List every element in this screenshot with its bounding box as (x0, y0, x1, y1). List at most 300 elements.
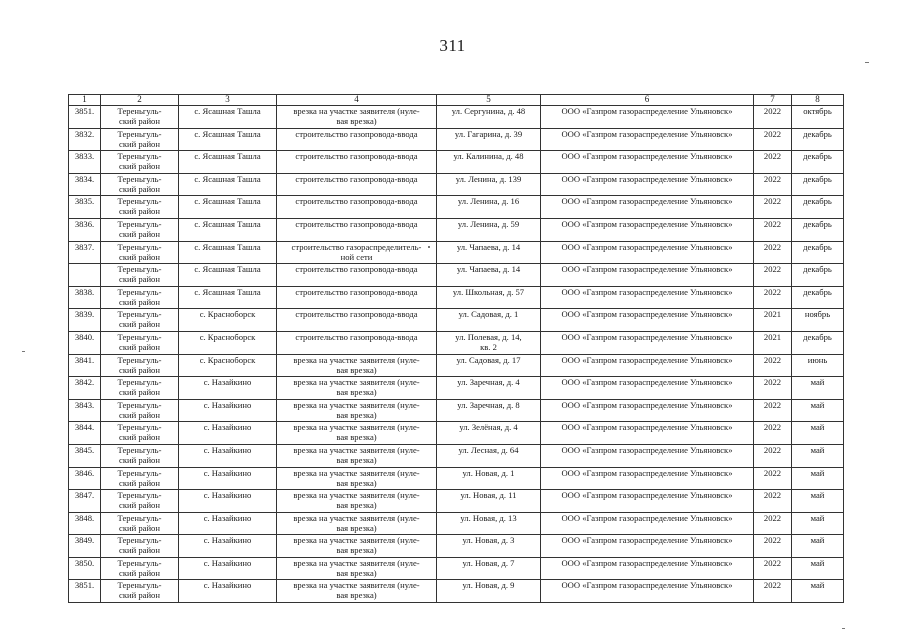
settlement-cell: с. Назайкино (179, 377, 277, 400)
district-cell (101, 354, 179, 377)
district-cell (101, 512, 179, 535)
district-line: Тереньгуль- (117, 264, 162, 275)
work-type-line: врезка на участке заявителя (нуле- (293, 535, 420, 546)
row-number-cell: 3850. (69, 557, 101, 580)
work-type-line: вая врезка) (336, 364, 377, 375)
settlement-cell: с. Назайкино (179, 467, 277, 490)
year-cell: 2022 (754, 286, 792, 309)
year-cell: 2021 (754, 309, 792, 332)
address-line: ул. Чапаева, д. 14 (456, 264, 521, 275)
district-cell (101, 106, 179, 129)
settlement-cell: с. Назайкино (179, 399, 277, 422)
table-body (69, 106, 844, 603)
settlement-cell: с. Красноборск (179, 309, 277, 332)
address-line: ул. Новая, д. 11 (460, 490, 517, 501)
address-line: ул. Гагарина, д. 39 (454, 128, 523, 139)
district-line: ский район (119, 409, 160, 420)
work-type-line: врезка на участке заявителя (нуле- (293, 557, 420, 568)
year-cell: 2022 (754, 535, 792, 558)
organization-cell: ООО «Газпром газораспределение Ульяновск» (541, 196, 754, 219)
district-cell (101, 331, 179, 354)
district-line: ский район (119, 364, 160, 375)
row-number-cell: 3846. (69, 467, 101, 490)
work-type-cell (277, 106, 437, 129)
district-line: Тереньгуль- (117, 331, 162, 342)
table-row (69, 490, 844, 513)
column-numbers-row (69, 95, 844, 106)
district-line: ский район (119, 341, 160, 352)
year-cell: 2022 (754, 444, 792, 467)
year-cell: 2022 (754, 557, 792, 580)
work-type-line: врезка на участке заявителя (нуле- (293, 467, 420, 478)
organization-cell: ООО «Газпром газораспределение Ульяновск» (541, 286, 754, 309)
work-type-line: вая врезка) (336, 477, 377, 488)
settlement-cell: с. Назайкино (179, 422, 277, 445)
address-cell (437, 151, 541, 174)
column-number-header: 7 (754, 95, 792, 106)
district-cell (101, 264, 179, 287)
work-type-line: строительство газопровода-ввода (295, 151, 418, 162)
work-type-line: врезка на участке заявителя (нуле- (293, 106, 420, 116)
row-number-cell: 3849. (69, 535, 101, 558)
table-row (69, 151, 844, 174)
district-line: Тереньгуль- (117, 173, 162, 184)
address-cell (437, 512, 541, 535)
row-number-cell: 3833. (69, 151, 101, 174)
district-cell (101, 128, 179, 151)
scan-speck (22, 351, 25, 352)
organization-cell: ООО «Газпром газораспределение Ульяновск» (541, 128, 754, 151)
table-row (69, 399, 844, 422)
organization-cell: ООО «Газпром газораспределение Ульяновск» (541, 354, 754, 377)
row-number-cell: 3843. (69, 399, 101, 422)
row-number-cell: 3844. (69, 422, 101, 445)
settlement-cell: с. Ясашная Ташла (179, 128, 277, 151)
address-cell (437, 309, 541, 332)
address-cell (437, 106, 541, 129)
work-type-line: вая врезка) (336, 409, 377, 420)
column-number-header: 2 (101, 95, 179, 106)
district-line: Тереньгуль- (117, 218, 162, 229)
month-cell: октябрь (792, 106, 844, 129)
district-line: Тереньгуль- (117, 106, 162, 116)
district-line: ский район (119, 251, 160, 262)
month-cell: декабрь (792, 151, 844, 174)
address-line: ул. Заречная, д. 8 (457, 399, 520, 410)
address-line: ул. Новая, д. 13 (460, 512, 517, 523)
work-type-cell (277, 331, 437, 354)
address-line: ул. Ленина, д. 139 (455, 173, 522, 184)
year-cell: 2022 (754, 467, 792, 490)
district-line: ский район (119, 454, 160, 465)
address-line: ул. Зелёная, д. 4 (459, 422, 518, 433)
row-number-cell: 3834. (69, 173, 101, 196)
month-cell: май (792, 422, 844, 445)
month-cell: декабрь (792, 241, 844, 264)
row-number-cell: 3840. (69, 331, 101, 354)
settlement-cell: с. Назайкино (179, 444, 277, 467)
month-cell: декабрь (792, 128, 844, 151)
table-row (69, 264, 844, 287)
work-type-cell (277, 173, 437, 196)
year-cell: 2022 (754, 241, 792, 264)
address-cell (437, 196, 541, 219)
work-type-cell (277, 422, 437, 445)
district-line: Тереньгуль- (117, 354, 162, 365)
settlement-cell: с. Ясашная Ташла (179, 151, 277, 174)
district-cell (101, 151, 179, 174)
settlement-cell: с. Назайкино (179, 557, 277, 580)
month-cell: май (792, 467, 844, 490)
month-cell: май (792, 557, 844, 580)
work-type-cell (277, 354, 437, 377)
month-cell: декабрь (792, 331, 844, 354)
work-type-cell (277, 128, 437, 151)
month-cell: декабрь (792, 218, 844, 241)
address-line: ул. Заречная, д. 4 (457, 377, 520, 388)
address-line: ул. Новая, д. 1 (462, 467, 515, 478)
organization-cell: ООО «Газпром газораспределение Ульяновск» (541, 106, 754, 129)
work-type-cell (277, 151, 437, 174)
column-number-header: 3 (179, 95, 277, 106)
district-cell (101, 557, 179, 580)
organization-cell: ООО «Газпром газораспределение Ульяновск» (541, 218, 754, 241)
work-type-cell (277, 467, 437, 490)
address-line: ул. Новая, д. 3 (462, 535, 515, 546)
work-type-line: строительство газопровода-ввода (295, 173, 418, 184)
work-type-line: вая врезка) (336, 545, 377, 556)
district-line: Тереньгуль- (117, 467, 162, 478)
district-line: Тереньгуль- (117, 377, 162, 388)
organization-cell: ООО «Газпром газораспределение Ульяновск» (541, 377, 754, 400)
address-cell (437, 128, 541, 151)
work-type-line: вая врезка) (336, 387, 377, 398)
month-cell: май (792, 580, 844, 603)
year-cell: 2022 (754, 580, 792, 603)
month-cell: май (792, 512, 844, 535)
work-type-line: врезка на участке заявителя (нуле- (293, 444, 420, 455)
row-number-cell: 3837. (69, 241, 101, 264)
column-number-header: 4 (277, 95, 437, 106)
address-line: ул. Новая, д. 7 (462, 557, 515, 568)
district-cell (101, 422, 179, 445)
work-type-cell (277, 580, 437, 603)
settlement-cell: с. Ясашная Ташла (179, 218, 277, 241)
table-row (69, 241, 844, 264)
organization-cell: ООО «Газпром газораспределение Ульяновск» (541, 331, 754, 354)
address-cell (437, 580, 541, 603)
month-cell: май (792, 377, 844, 400)
district-line: Тереньгуль- (117, 399, 162, 410)
year-cell: 2022 (754, 151, 792, 174)
work-type-line: строительство газопровода-ввода (295, 128, 418, 139)
settlement-cell: с. Красноборск (179, 331, 277, 354)
work-type-line: строительство газопровода-ввода (295, 218, 418, 229)
district-cell (101, 218, 179, 241)
district-line: Тереньгуль- (117, 444, 162, 455)
work-type-line: строительство газопровода-ввода (295, 286, 418, 297)
district-cell (101, 309, 179, 332)
year-cell: 2022 (754, 377, 792, 400)
address-cell (437, 354, 541, 377)
table-row (69, 467, 844, 490)
organization-cell: ООО «Газпром газораспределение Ульяновск» (541, 535, 754, 558)
address-line: кв. 2 (480, 341, 497, 352)
column-number-header: 8 (792, 95, 844, 106)
table-row (69, 128, 844, 151)
work-type-cell (277, 490, 437, 513)
table-row (69, 354, 844, 377)
column-number-header: 6 (541, 95, 754, 106)
district-cell (101, 286, 179, 309)
address-cell (437, 467, 541, 490)
address-cell (437, 173, 541, 196)
year-cell: 2022 (754, 173, 792, 196)
district-cell (101, 444, 179, 467)
month-cell: май (792, 399, 844, 422)
table-row (69, 286, 844, 309)
row-number-cell: 3838. (69, 286, 101, 309)
address-cell (437, 490, 541, 513)
work-type-line: строительство газопровода-ввода (295, 331, 418, 342)
district-line: Тереньгуль- (117, 490, 162, 501)
address-cell (437, 218, 541, 241)
district-line: ский район (119, 567, 160, 578)
settlement-cell: с. Ясашная Ташла (179, 106, 277, 129)
month-cell: июнь (792, 354, 844, 377)
district-line: Тереньгуль- (117, 512, 162, 523)
work-type-line: строительство газораспределитель- (291, 241, 422, 252)
month-cell: декабрь (792, 173, 844, 196)
district-cell (101, 241, 179, 264)
table-row (69, 422, 844, 445)
address-cell (437, 241, 541, 264)
organization-cell: ООО «Газпром газораспределение Ульяновск» (541, 173, 754, 196)
row-number-cell: 3842. (69, 377, 101, 400)
organization-cell: ООО «Газпром газораспределение Ульяновск» (541, 422, 754, 445)
organization-cell: ООО «Газпром газораспределение Ульяновск» (541, 512, 754, 535)
month-cell: май (792, 444, 844, 467)
district-line: Тереньгуль- (117, 557, 162, 568)
address-line: ул. Новая, д. 9 (462, 580, 515, 591)
work-type-cell (277, 286, 437, 309)
row-number-cell: 3841. (69, 354, 101, 377)
work-type-line: врезка на участке заявителя (нуле- (293, 399, 420, 410)
organization-cell: ООО «Газпром газораспределение Ульяновск» (541, 490, 754, 513)
district-line: ский район (119, 161, 160, 172)
address-line: ул. Школьная, д. 57 (452, 286, 525, 297)
district-line: ский район (119, 228, 160, 239)
district-line: Тереньгуль- (117, 196, 162, 207)
month-cell: май (792, 535, 844, 558)
scan-speck (428, 246, 430, 248)
row-number-cell: 3848. (69, 512, 101, 535)
year-cell: 2022 (754, 218, 792, 241)
district-line: Тереньгуль- (117, 422, 162, 433)
district-cell (101, 490, 179, 513)
table-row (69, 535, 844, 558)
year-cell: 2022 (754, 354, 792, 377)
organization-cell: ООО «Газпром газораспределение Ульяновск» (541, 444, 754, 467)
organization-cell: ООО «Газпром газораспределение Ульяновск» (541, 241, 754, 264)
month-cell: декабрь (792, 264, 844, 287)
settlement-cell: с. Назайкино (179, 490, 277, 513)
table-row (69, 331, 844, 354)
address-line: ул. Чапаева, д. 14 (456, 241, 521, 252)
work-type-cell (277, 196, 437, 219)
year-cell: 2022 (754, 106, 792, 129)
scan-speck (865, 62, 869, 63)
district-cell (101, 196, 179, 219)
table-row (69, 309, 844, 332)
address-cell (437, 535, 541, 558)
work-type-line: строительство газопровода-ввода (295, 264, 418, 275)
work-type-line: ной сети (340, 251, 373, 262)
organization-cell: ООО «Газпром газораспределение Ульяновск» (541, 309, 754, 332)
column-number-header: 1 (69, 95, 101, 106)
year-cell: 2022 (754, 490, 792, 513)
district-cell (101, 377, 179, 400)
work-type-line: вая врезка) (336, 116, 377, 126)
organization-cell: ООО «Газпром газораспределение Ульяновск» (541, 557, 754, 580)
table-row (69, 196, 844, 219)
column-number-header: 5 (437, 95, 541, 106)
year-cell: 2022 (754, 422, 792, 445)
table-row (69, 580, 844, 603)
address-line: ул. Ленина, д. 59 (457, 218, 520, 229)
address-cell (437, 444, 541, 467)
organization-cell: ООО «Газпром газораспределение Ульяновск» (541, 467, 754, 490)
district-line: ский район (119, 319, 160, 330)
work-type-cell (277, 444, 437, 467)
address-line: ул. Сергунина, д. 48 (451, 106, 526, 116)
row-number-cell: 3839. (69, 309, 101, 332)
work-type-line: врезка на участке заявителя (нуле- (293, 422, 420, 433)
organization-cell: ООО «Газпром газораспределение Ульяновск» (541, 264, 754, 287)
work-type-line: вая врезка) (336, 567, 377, 578)
address-line: ул. Садовая, д. 17 (456, 354, 521, 365)
year-cell: 2022 (754, 264, 792, 287)
work-type-line: врезка на участке заявителя (нуле- (293, 490, 420, 501)
district-line: Тереньгуль- (117, 151, 162, 162)
district-line: ский район (119, 296, 160, 307)
row-number-cell: 3835. (69, 196, 101, 219)
district-line: ский район (119, 138, 160, 149)
settlement-cell: с. Назайкино (179, 580, 277, 603)
district-line: ский район (119, 590, 160, 601)
settlement-cell: с. Назайкино (179, 512, 277, 535)
district-line: Тереньгуль- (117, 580, 162, 591)
address-cell (437, 557, 541, 580)
district-line: ский район (119, 477, 160, 488)
month-cell: декабрь (792, 286, 844, 309)
year-cell: 2022 (754, 399, 792, 422)
table-row (69, 173, 844, 196)
year-cell: 2022 (754, 196, 792, 219)
work-type-cell (277, 557, 437, 580)
district-line: Тереньгуль- (117, 535, 162, 546)
work-type-cell (277, 309, 437, 332)
address-line: ул. Ленина, д. 16 (457, 196, 520, 207)
year-cell: 2021 (754, 331, 792, 354)
row-number-cell: 3847. (69, 490, 101, 513)
work-type-line: строительство газопровода-ввода (295, 309, 418, 320)
organization-cell: ООО «Газпром газораспределение Ульяновск» (541, 580, 754, 603)
work-type-line: врезка на участке заявителя (нуле- (293, 580, 420, 591)
district-line: Тереньгуль- (117, 128, 162, 139)
work-type-line: вая врезка) (336, 500, 377, 511)
district-cell (101, 467, 179, 490)
district-line: Тереньгуль- (117, 309, 162, 320)
work-type-line: строительство газопровода-ввода (295, 196, 418, 207)
table-row (69, 106, 844, 129)
settlement-cell: с. Ясашная Ташла (179, 264, 277, 287)
gas-works-table (68, 94, 844, 603)
district-line: ский район (119, 206, 160, 217)
address-cell (437, 264, 541, 287)
district-line: ский район (119, 500, 160, 511)
work-type-line: врезка на участке заявителя (нуле- (293, 512, 420, 523)
district-cell (101, 399, 179, 422)
settlement-cell: с. Ясашная Ташла (179, 241, 277, 264)
district-line: Тереньгуль- (117, 286, 162, 297)
address-line: ул. Лесная, д. 64 (458, 444, 519, 455)
work-type-cell (277, 399, 437, 422)
district-line: ский район (119, 522, 160, 533)
address-line: ул. Полевая, д. 14, (455, 331, 522, 342)
month-cell: ноябрь (792, 309, 844, 332)
row-number-cell: 3851. (69, 106, 101, 129)
row-number-cell: 3845. (69, 444, 101, 467)
year-cell: 2022 (754, 128, 792, 151)
work-type-line: врезка на участке заявителя (нуле- (293, 354, 420, 365)
district-line: ский район (119, 274, 160, 285)
district-cell (101, 173, 179, 196)
work-type-cell (277, 535, 437, 558)
work-type-cell (277, 377, 437, 400)
settlement-cell: с. Ясашная Ташла (179, 286, 277, 309)
row-number-cell: 3851. (69, 580, 101, 603)
row-number-cell: 3836. (69, 218, 101, 241)
address-line: ул. Калинина, д. 48 (453, 151, 524, 162)
row-number-cell: 3832. (69, 128, 101, 151)
settlement-cell: с. Назайкино (179, 535, 277, 558)
organization-cell: ООО «Газпром газораспределение Ульяновск» (541, 399, 754, 422)
work-type-cell (277, 264, 437, 287)
organization-cell: ООО «Газпром газораспределение Ульяновск» (541, 151, 754, 174)
table-row (69, 557, 844, 580)
work-type-line: вая врезка) (336, 454, 377, 465)
table-row (69, 377, 844, 400)
district-line: ский район (119, 432, 160, 443)
work-type-cell (277, 241, 437, 264)
page-number: 311 (439, 36, 466, 55)
settlement-cell: с. Ясашная Ташла (179, 173, 277, 196)
address-cell (437, 377, 541, 400)
district-line: ский район (119, 387, 160, 398)
row-number-cell (69, 264, 101, 287)
settlement-cell: с. Ясашная Ташла (179, 196, 277, 219)
district-line: ский район (119, 545, 160, 556)
work-type-cell (277, 218, 437, 241)
settlement-cell: с. Красноборск (179, 354, 277, 377)
month-cell: май (792, 490, 844, 513)
district-cell (101, 535, 179, 558)
district-line: ский район (119, 183, 160, 194)
work-type-line: вая врезка) (336, 432, 377, 443)
address-cell (437, 422, 541, 445)
address-cell (437, 331, 541, 354)
